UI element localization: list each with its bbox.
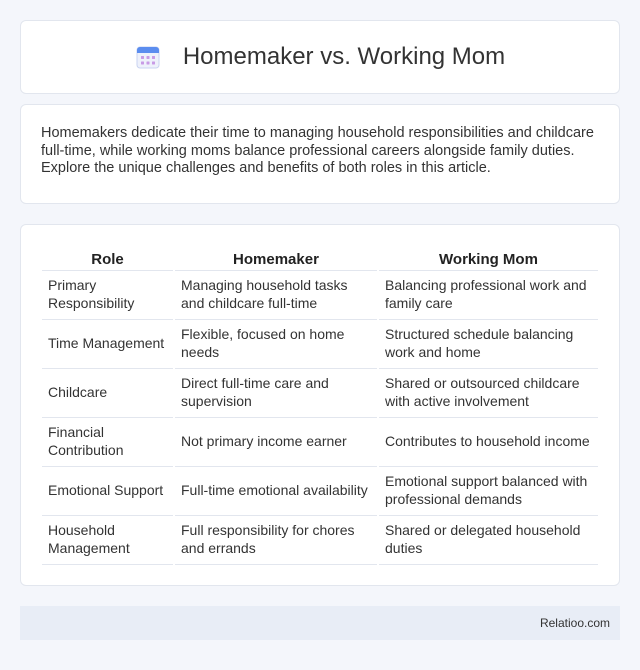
row-label: Primary Responsibility xyxy=(42,271,173,320)
working-mom-cell: Structured schedule balancing work and home xyxy=(379,320,598,369)
header-working-mom: Working Mom xyxy=(379,245,598,271)
footer xyxy=(20,606,620,640)
working-mom-cell: Shared or outsourced childcare with active involvement xyxy=(379,369,598,418)
homemaker-cell: Full responsibility for chores and errands xyxy=(175,516,377,565)
page-title: Homemaker vs. Working Mom xyxy=(182,43,506,70)
calendar-icon xyxy=(135,44,161,70)
homemaker-cell: Managing household tasks and childcare full-time xyxy=(175,271,377,320)
comparison-card xyxy=(20,224,620,586)
footer-brand-link[interactable]: Relatioo.com xyxy=(539,616,610,630)
row-label: Time Management xyxy=(42,320,173,369)
row-label: Household Management xyxy=(42,516,173,565)
comparison-table xyxy=(40,245,600,565)
row-label: Emotional Support xyxy=(42,467,173,516)
table-row xyxy=(42,516,598,565)
row-label: Financial Contribution xyxy=(42,418,173,467)
working-mom-cell: Shared or delegated household duties xyxy=(379,516,598,565)
working-mom-cell: Contributes to household income xyxy=(379,418,598,467)
intro-card xyxy=(20,104,620,204)
homemaker-cell: Not primary income earner xyxy=(175,418,377,467)
title-card xyxy=(20,20,620,94)
table-row xyxy=(42,271,598,320)
header-role: Role xyxy=(42,245,173,271)
working-mom-cell: Balancing professional work and family care xyxy=(379,271,598,320)
homemaker-cell: Direct full-time care and supervision xyxy=(175,369,377,418)
intro-text: Homemakers dedicate their time to managing household responsibilities and childcare full-time, while working moms balance professional careers alongside family duties. Explore the unique challenges and benefits of both roles in this article. xyxy=(41,125,594,177)
table-row xyxy=(42,369,598,418)
working-mom-cell: Emotional support balanced with professional demands xyxy=(379,467,598,516)
table-row xyxy=(42,320,598,369)
homemaker-cell: Full-time emotional availability xyxy=(175,467,377,516)
table-row xyxy=(42,467,598,516)
table-header-row xyxy=(42,245,598,271)
row-label: Childcare xyxy=(42,369,173,418)
table-row xyxy=(42,418,598,467)
homemaker-cell: Flexible, focused on home needs xyxy=(175,320,377,369)
header-homemaker: Homemaker xyxy=(175,245,377,271)
